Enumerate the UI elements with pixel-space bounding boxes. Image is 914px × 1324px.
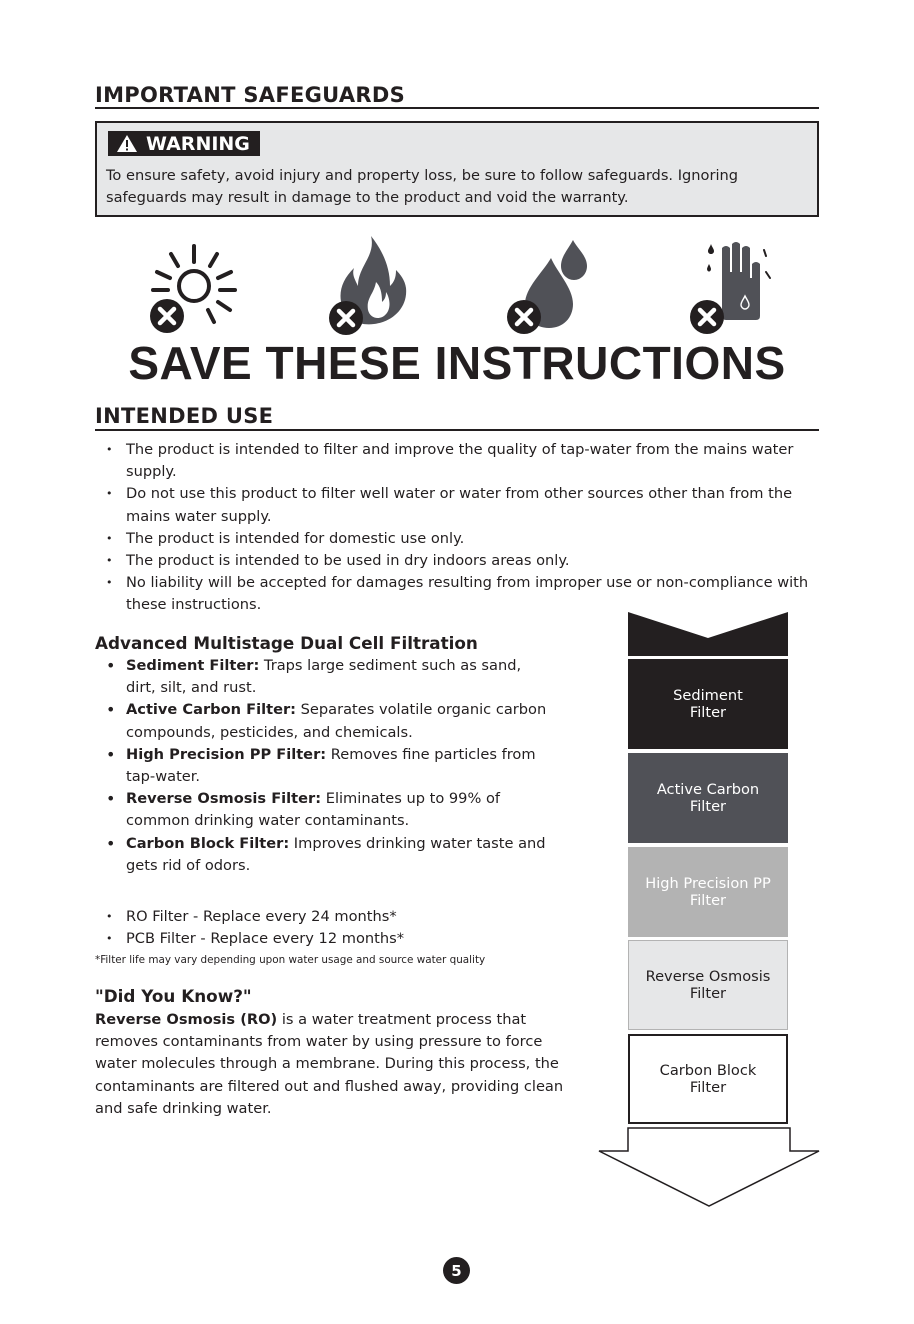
list-item (106, 744, 554, 788)
intended-use-rule (95, 429, 819, 431)
stage-reverse-osmosis-filter (628, 940, 788, 1030)
filter-description: Separates volatile organic carbon compounds, pesticides, and chemicals. (126, 701, 547, 741)
no-water-drops-icon (495, 236, 595, 341)
list-item (106, 788, 554, 832)
list-item: • The product is intended to filter and improve the quality of tap-water from the mains water supply. (106, 439, 822, 483)
save-instructions-title: SAVE THESE INSTRUCTIONS (128, 337, 786, 389)
list-item: • The product is intended to be used in dry indoors areas only. (106, 550, 822, 572)
did-you-know-lead: Reverse Osmosis (RO) (95, 1011, 278, 1028)
stage-active-carbon-filter (628, 753, 788, 843)
filter-description: Improves drinking water taste and gets rid of odors. (126, 834, 546, 874)
filter-name: Active Carbon Filter: (126, 701, 296, 719)
filter-description: Traps large sediment such as sand, dirt, silt, and rust. (126, 657, 522, 697)
filter-description: Removes fine particles from tap-water. (126, 745, 536, 786)
list-item: • No liability will be accepted for damages resulting from improper use or non-compliance with these instructions. (106, 572, 822, 616)
filtration-list (106, 655, 554, 877)
warning-triangle-icon (116, 134, 138, 153)
intended-use-list (106, 439, 822, 617)
no-fire-icon (316, 232, 416, 342)
filter-name: High Precision PP Filter: (126, 745, 327, 763)
did-you-know-text (95, 1009, 575, 1120)
filter-name: Sediment Filter: (126, 657, 260, 674)
filter-name: Carbon Block Filter: (126, 834, 290, 852)
list-item (106, 833, 554, 877)
no-sunlight-icon (138, 240, 238, 340)
did-you-know-title: "Did You Know?" (95, 986, 252, 1006)
stage-carbon-block-filter (628, 1034, 788, 1124)
stage-sediment-filter (628, 659, 788, 749)
did-you-know-body: is a water treatment process that removes contaminants from water by using pressure to force water molecules through a membrane. During this process, the contaminants are filtered out and flushed away, providing clean and safe drinking water. (95, 1011, 564, 1117)
warning-label (108, 131, 260, 156)
list-item (106, 655, 554, 699)
warning-label-text: WARNING (146, 132, 250, 155)
intended-use-title: INTENDED USE (95, 404, 274, 428)
replacement-list (106, 906, 566, 950)
list-item: • Do not use this product to filter well water or water from other sources other than from the mains water supply. (106, 483, 822, 527)
stage-label: Reverse Osmosis Filter (645, 968, 771, 1002)
list-item: • RO Filter - Replace every 24 months* (106, 906, 566, 928)
filter-name: Reverse Osmosis Filter: (126, 790, 322, 808)
warning-box (95, 121, 819, 217)
stage-label: Carbon Block Filter (659, 1062, 757, 1096)
stage-label: Active Carbon Filter (656, 781, 760, 815)
safeguards-title: IMPORTANT SAFEGUARDS (95, 83, 406, 107)
list-item: • PCB Filter - Replace every 12 months* (106, 928, 566, 950)
inflow-arrow-icon (626, 610, 790, 658)
warning-text: To ensure safety, avoid injury and property loss, be sure to follow safeguards. Ignoring safeguards may result in damage to the product and void the warranty. (106, 167, 739, 206)
no-wet-hands-icon (674, 238, 774, 340)
filtration-title: Advanced Multistage Dual Cell Filtration (95, 633, 478, 653)
list-item: • The product is intended for domestic use only. (106, 528, 822, 550)
stage-label: Sediment Filter (673, 687, 743, 721)
stage-high-precision-pp-filter (628, 847, 788, 937)
outflow-arrow-icon (596, 1126, 822, 1208)
stage-label: High Precision PP Filter (645, 875, 771, 909)
page-number: 5 (443, 1257, 470, 1284)
filter-life-footnote: *Filter life may vary depending upon water usage and source water quality (95, 954, 486, 966)
list-item (106, 699, 554, 743)
filter-description: Eliminates up to 99% of common drinking water contaminants. (126, 790, 501, 830)
safeguards-rule (95, 107, 819, 109)
